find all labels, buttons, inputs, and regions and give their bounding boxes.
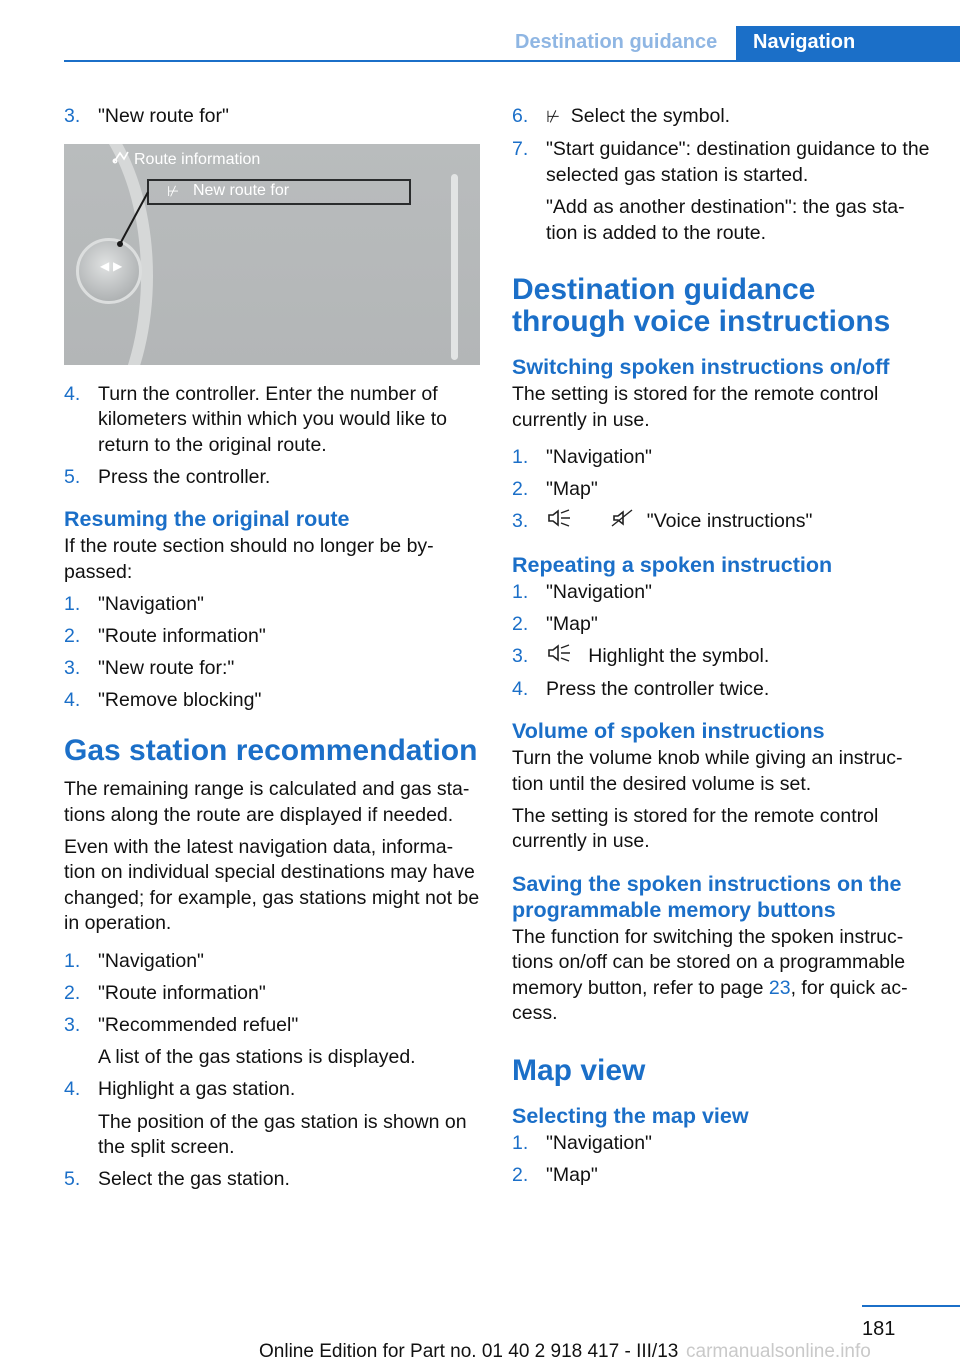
switch-spoken-intro: The setting is stored for the remote control currently in use. [512, 383, 879, 431]
switch-spoken-steps [512, 445, 930, 536]
list-item: 3. "Voice instructions" [512, 509, 930, 536]
resume-route-intro: If the route section should no longer be by-passed: [64, 535, 434, 583]
right-column [512, 104, 930, 1195]
screen-menu-item-highlight: ⊬ New route for [147, 179, 411, 205]
header-chapter-label: Navigation [753, 31, 856, 53]
resume-route-heading: Resuming the original route [64, 507, 350, 531]
list-item: 4. Highlight a gas station. The position of the gas station is shown on the split screen. [64, 1078, 467, 1158]
volume-paragraph-1: Turn the volume knob while giving an instruc-tion until the desired volume is set. [512, 747, 903, 795]
header-section-title: Destination guidance [515, 31, 718, 53]
header-chapter-tab [736, 26, 960, 60]
list-item: 3. "New route for" [64, 105, 229, 127]
list-item: 3. "New route for:" [64, 656, 235, 679]
select-map-view-heading: Selecting the map view [512, 1103, 749, 1128]
saving-paragraph: The function for switching the spoken instruc-tions on/off can be stored on a programmable memory button, refer to page 23, for quick ac-cess. [512, 925, 908, 1024]
speaker-on-icon [546, 509, 572, 536]
header-rule [64, 60, 960, 62]
list-item: 1. "Navigation" [512, 1131, 652, 1154]
repeat-spoken-steps [512, 580, 930, 703]
footer-rule [862, 1305, 960, 1307]
list-item: 5. Press the controller. [64, 465, 271, 488]
map-view-heading: Map view [512, 1053, 646, 1087]
gas-station-heading: Gas station recommendation [64, 734, 478, 767]
gas-station-paragraph-2: Even with the latest navigation data, informa-tion on individual special destinations may have changed; for example, gas stations might not be in operation. [64, 835, 480, 934]
callout-line [64, 144, 480, 365]
gas-station-steps-continued [512, 104, 930, 246]
resume-route-steps [64, 592, 484, 714]
gas-station-paragraph-1: The remaining range is calculated and gas sta-tions along the route are displayed if needed. [64, 778, 470, 826]
speaker-on-icon [546, 644, 572, 671]
gas-station-steps [64, 949, 484, 1193]
list-item: 1. "Navigation" [64, 592, 204, 615]
select-map-view-steps [512, 1131, 930, 1189]
list-item: 1. "Navigation" [64, 949, 204, 972]
volume-spoken-heading: Volume of spoken instructions [512, 719, 825, 743]
list-item: 2. "Map" [512, 612, 598, 635]
list-item: 2. "Map" [512, 478, 598, 500]
saving-spoken-heading: Saving the spoken instructions on the programmable memory buttons [512, 871, 902, 922]
list-item: 7. "Start guidance": destination guidance to the selected gas station is started. "Add as another destination": the gas sta-tion is added to the route. [512, 138, 930, 244]
list-item: 1. "Navigation" [512, 446, 652, 468]
svg-text:◀ ▶: ◀ ▶ [100, 258, 123, 273]
new-route-step [64, 104, 484, 130]
route-information-screenshot [64, 144, 480, 365]
list-item: 5. Select the gas station. [64, 1168, 290, 1190]
list-item: 4. Turn the controller. Enter the number of kilometers within which you would like to return to the original route. [64, 382, 447, 456]
speaker-off-icon [610, 509, 636, 536]
new-route-icon: ⊬ [167, 182, 180, 199]
list-item: 6. ⊬ Select the symbol. [512, 104, 930, 131]
list-item: 3. Highlight the symbol. [512, 644, 930, 671]
edition-note: Online Edition for Part no. 01 40 2 918 417 - III/13 [259, 1341, 679, 1362]
screen-title: Route information [112, 150, 260, 169]
list-item: 4. Press the controller twice. [512, 677, 770, 700]
volume-paragraph-2: The setting is stored for the remote control currently in use. [512, 804, 879, 852]
list-item: 2. "Route information" [64, 981, 266, 1004]
list-item: 4. "Remove blocking" [64, 688, 262, 711]
repeat-spoken-heading: Repeating a spoken instruction [512, 552, 833, 577]
switch-spoken-heading: Switching spoken instructions on/off [512, 355, 890, 379]
reroute-steps [64, 382, 484, 491]
page-number: 181 [862, 1318, 896, 1340]
watermark: carmanualsonline.info [686, 1341, 871, 1362]
list-item: 1. "Navigation" [512, 580, 652, 603]
page-reference-link[interactable]: 23 [768, 976, 791, 999]
list-item: 3. "Recommended refuel" A list of the gas stations is displayed. [64, 1013, 416, 1068]
list-item: 2. "Route information" [64, 624, 266, 647]
list-item: 2. "Map" [512, 1163, 598, 1186]
left-column [64, 104, 484, 1199]
voice-guidance-heading: Destination guidance through voice instructions [512, 273, 891, 338]
new-route-symbol-icon: ⊬ [546, 109, 560, 126]
